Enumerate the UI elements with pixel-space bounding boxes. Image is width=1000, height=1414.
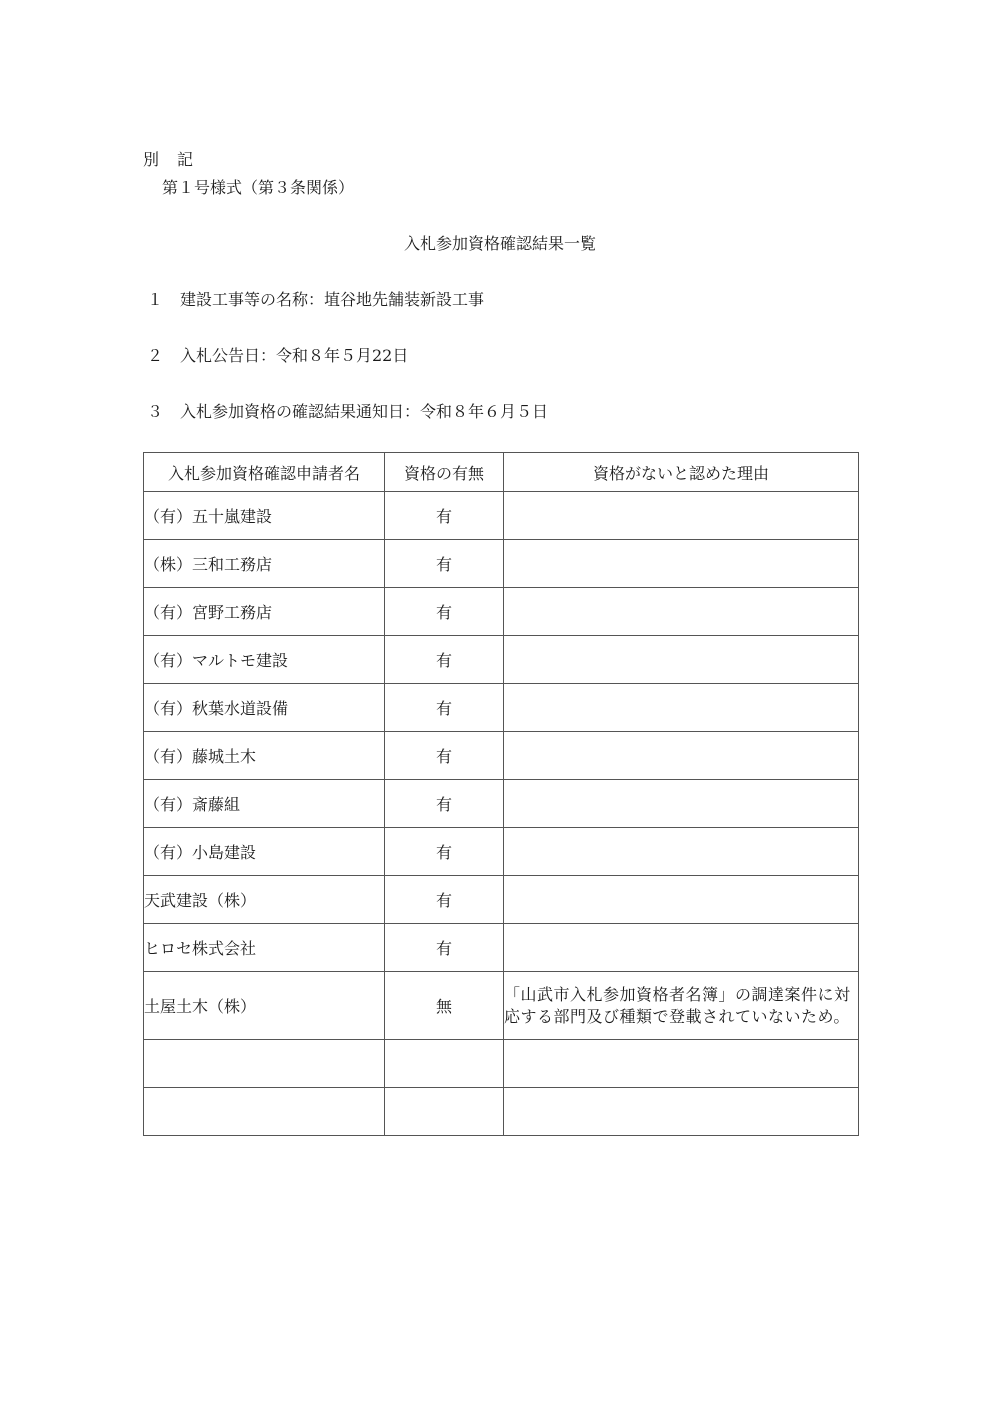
qualification-status: 有 [385, 924, 504, 972]
table-row [144, 780, 859, 828]
qualification-status [385, 1088, 504, 1136]
item-notification-date [147, 399, 548, 422]
reason-cell [504, 588, 859, 636]
reason-cell [504, 780, 859, 828]
table-row [144, 732, 859, 780]
table-row [144, 684, 859, 732]
applicant-name: （有）五十嵐建設 [144, 492, 385, 540]
qualification-status: 有 [385, 732, 504, 780]
table-header-row [144, 453, 859, 492]
item-number: １ [147, 290, 164, 309]
applicant-name [144, 1040, 385, 1088]
applicant-name: 天武建設（株） [144, 876, 385, 924]
reason-cell [504, 492, 859, 540]
applicant-name: 土屋土木（株） [144, 972, 385, 1040]
table-row [144, 540, 859, 588]
item-project-name [147, 287, 484, 310]
reason-cell [504, 924, 859, 972]
reason-cell [504, 636, 859, 684]
results-table [143, 452, 859, 1136]
qualification-status: 有 [385, 636, 504, 684]
qualification-status [385, 1040, 504, 1088]
item-text: 入札公告日：令和８年５月22日 [180, 346, 409, 365]
applicant-name: （有）宮野工務店 [144, 588, 385, 636]
reason-cell [504, 828, 859, 876]
header-qualification: 資格の有無 [385, 453, 504, 492]
table-row [144, 828, 859, 876]
qualification-status: 有 [385, 588, 504, 636]
reason-cell [504, 876, 859, 924]
applicant-name: （有）藤城土木 [144, 732, 385, 780]
qualification-status: 有 [385, 828, 504, 876]
table-row [144, 972, 859, 1040]
reason-cell [504, 1040, 859, 1088]
table-row [144, 1040, 859, 1088]
table-row [144, 924, 859, 972]
applicant-name [144, 1088, 385, 1136]
table-row [144, 1088, 859, 1136]
item-number: ３ [147, 402, 164, 421]
item-number: ２ [147, 346, 164, 365]
reason-cell: 「山武市入札参加資格者名簿」の調達案件に対応する部門及び種類で登載されていないため。 [504, 972, 859, 1040]
table-row [144, 876, 859, 924]
document-title: 入札参加資格確認結果一覧 [403, 234, 596, 253]
applicant-name: （株）三和工務店 [144, 540, 385, 588]
header-applicant-name: 入札参加資格確認申請者名 [144, 453, 385, 492]
header-reason: 資格がないと認めた理由 [504, 453, 859, 492]
reason-cell [504, 1088, 859, 1136]
form-number: 第１号様式（第３条関係） [162, 178, 355, 197]
qualification-status: 有 [385, 780, 504, 828]
reason-cell [504, 732, 859, 780]
applicant-name: （有）マルトモ建設 [144, 636, 385, 684]
reason-cell [504, 684, 859, 732]
qualification-status: 有 [385, 492, 504, 540]
table-row [144, 588, 859, 636]
applicant-name: （有）斎藤組 [144, 780, 385, 828]
qualification-status: 無 [385, 972, 504, 1040]
item-text: 入札参加資格の確認結果通知日：令和８年６月５日 [180, 402, 549, 421]
reason-cell [504, 540, 859, 588]
qualification-status: 有 [385, 540, 504, 588]
qualification-status: 有 [385, 876, 504, 924]
applicant-name: ヒロセ株式会社 [144, 924, 385, 972]
table-row [144, 492, 859, 540]
item-text: 建設工事等の名称：埴谷地先舗装新設工事 [180, 290, 485, 309]
table-row [144, 636, 859, 684]
qualification-status: 有 [385, 684, 504, 732]
applicant-name: （有）小島建設 [144, 828, 385, 876]
applicant-name: （有）秋葉水道設備 [144, 684, 385, 732]
item-announcement-date [147, 343, 408, 366]
annex-label: 別 記 [143, 150, 195, 169]
